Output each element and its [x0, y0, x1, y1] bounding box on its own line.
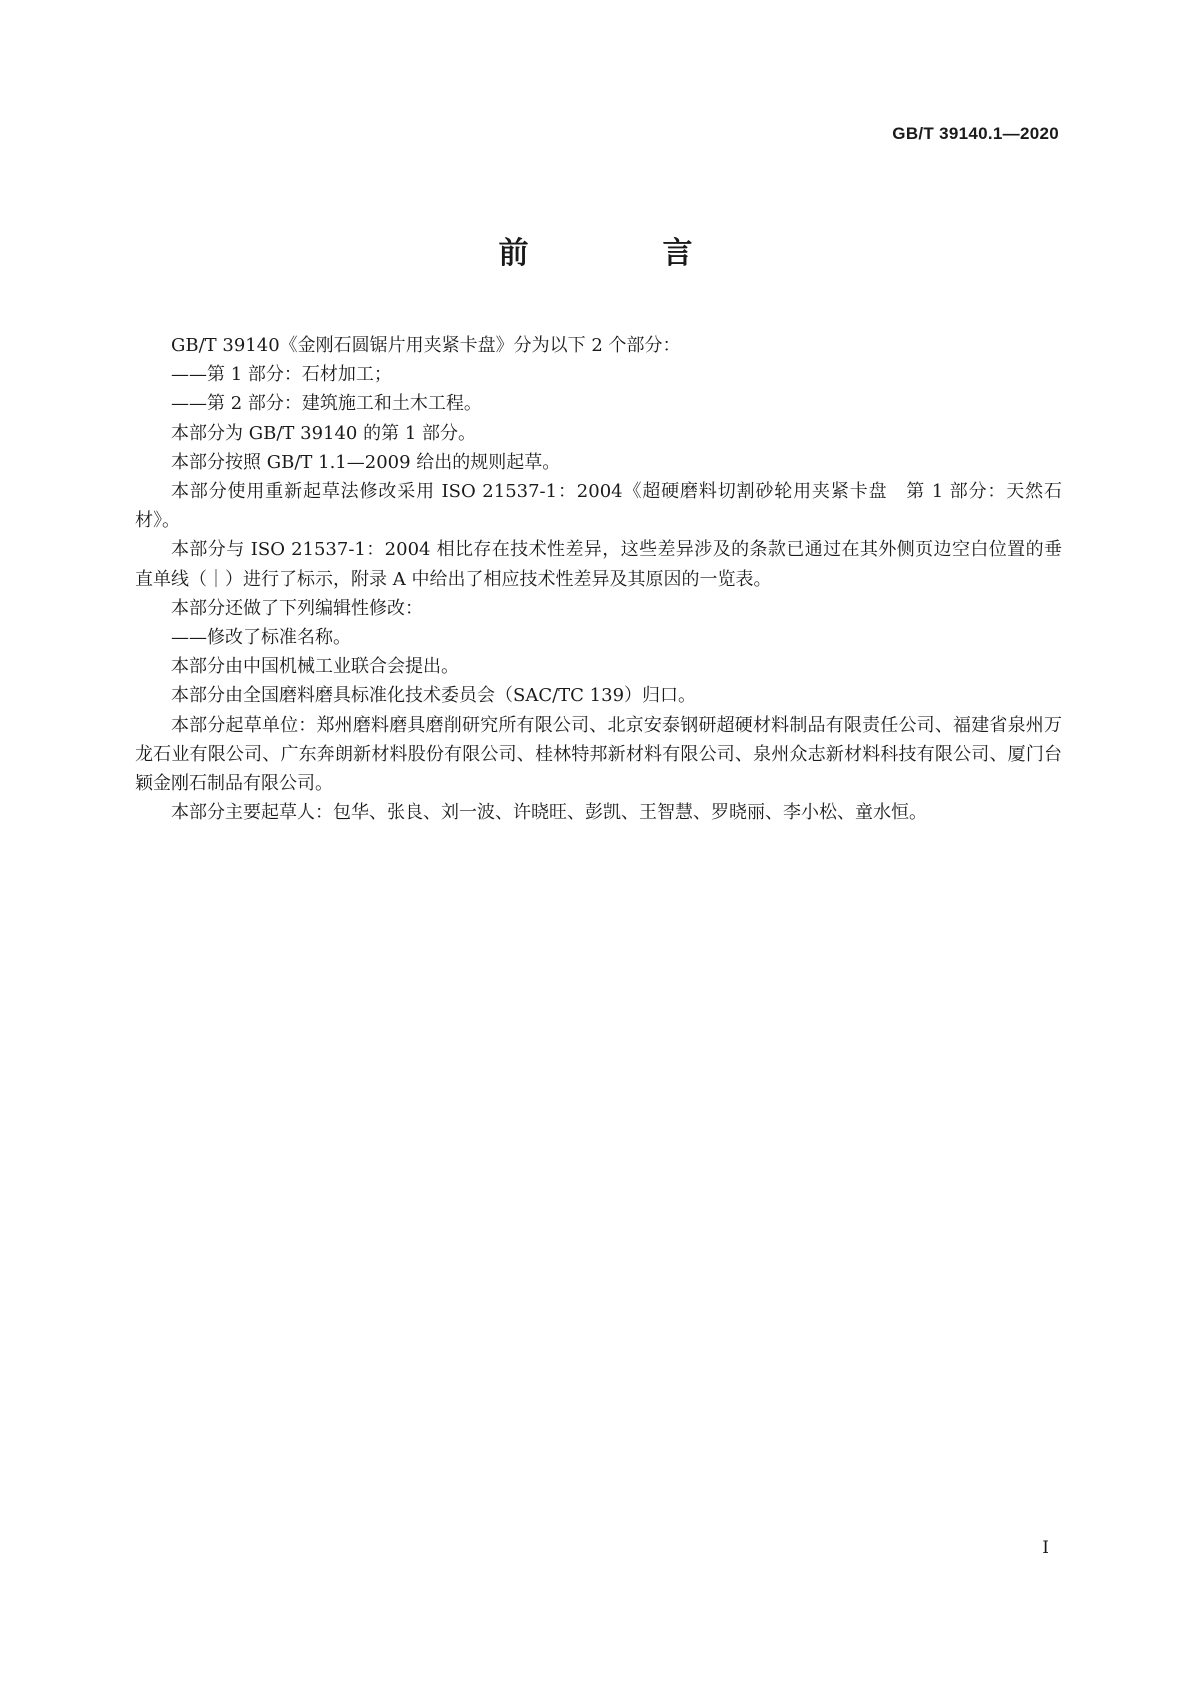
page-title: 前 言 — [498, 236, 745, 271]
list-item-part-2: ——第 2 部分：建筑施工和土木工程。 — [171, 393, 482, 415]
foreword-body — [135, 331, 1062, 827]
paragraph-editorial-changes: 本部分还做了下列编辑性修改： — [171, 597, 423, 619]
paragraph-drafters: 本部分主要起草人：包华、张良、刘一波、许晓旺、彭凯、王智慧、罗晓丽、李小松、童水恒。 — [171, 802, 927, 824]
list-item-editorial-change: ——修改了标准名称。 — [171, 627, 351, 649]
paragraph-parts-intro: GB/T 39140《金刚石圆锯片用夹紧卡盘》分为以下 2 个部分： — [171, 335, 681, 356]
page-number: I — [1042, 1538, 1049, 1558]
paragraph-technical-differences: 本部分与 ISO 21537-1：2004 相比存在技术性差异，这些差异涉及的条款已通过在其外侧页边空白位置的垂直单线（｜）进行了标示，附录 A 中给出了相应技术性差异及其原因的一览表。 — [135, 539, 1062, 590]
paragraph-drafting-units: 本部分起草单位：郑州磨料磨具磨削研究所有限公司、北京安泰钢研超硬材料制品有限责任公司、福建省泉州万龙石业有限公司、广东奔朗新材料股份有限公司、桂林特邦新材料有限公司、泉州众志新材料科技有限公司、厦门台颖金刚石制品有限公司。 — [135, 714, 1062, 795]
paragraph-drafting-rules: 本部分按照 GB/T 1.1—2009 给出的规则起草。 — [171, 451, 561, 473]
list-item-part-1: ——第 1 部分：石材加工； — [171, 364, 392, 386]
standard-code: GB/T 39140.1—2020 — [892, 124, 1059, 143]
paragraph-committee: 本部分由全国磨料磨具标准化技术委员会（SAC/TC 139）归口。 — [171, 685, 697, 707]
paragraph-part-scope: 本部分为 GB/T 39140 的第 1 部分。 — [171, 422, 476, 444]
paragraph-proposer: 本部分由中国机械工业联合会提出。 — [171, 656, 459, 678]
paragraph-adoption: 本部分使用重新起草法修改采用 ISO 21537-1：2004《超硬磨料切割砂轮用夹紧卡盘 第 1 部分：天然石材》。 — [135, 481, 1062, 532]
